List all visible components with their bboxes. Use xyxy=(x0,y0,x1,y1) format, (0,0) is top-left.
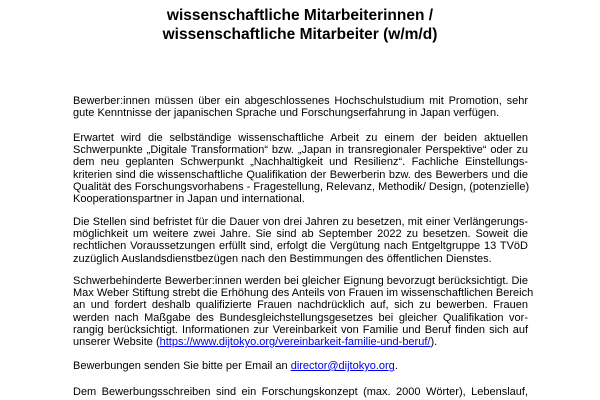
paragraph-requirements xyxy=(73,95,528,119)
title-line-2: wissenschaftliche Mitarbeiter (w/m/d) xyxy=(162,26,438,43)
text-line xyxy=(73,336,528,348)
text-line: Schwerpunkte „Digitale Transformation“ bzw. „Japan in transregionaler Perspektive“ oder zu xyxy=(73,144,528,157)
text-line: kriterien sind die wissenschaftliche Qualifikation der Bewerberin bzw. des Bewerbers und die xyxy=(73,168,528,181)
text-line: Bewerber:innen müssen über ein abgeschlossenes Hochschulstudium mit Promotion, sehr xyxy=(73,95,528,107)
text-fragment: Bewerbungen senden Sie bitte per Email an xyxy=(73,360,291,372)
text-line xyxy=(73,360,528,372)
text-line: Dem Bewerbungsschreiben sind ein Forschungskonzept (max. 2000 Wörter), Lebenslauf, xyxy=(73,386,528,398)
text-line: gute Kenntnisse der japanischen Sprache und Forschungserfahrung in Japan verfügen. xyxy=(73,107,500,120)
paragraph-contract-terms xyxy=(73,216,528,265)
text-line: Kooperationspartner in Japan und international. xyxy=(73,193,305,206)
paragraph-research-focus xyxy=(73,132,528,205)
text-fragment: ). xyxy=(430,336,438,349)
text-line: an und fordert deshalb qualifizierte Frauen nachdrücklich auf, sich zu bewerben. Frauen xyxy=(73,299,528,312)
director-email-link[interactable]: director@dijtokyo.org xyxy=(290,360,395,372)
text-line: möglichkeit um weitere zwei Jahre. Sie sind ab September 2022 zu besetzen. Soweit die xyxy=(73,228,528,241)
text-fragment: . xyxy=(394,360,398,372)
text-line: rangig berücksichtigt. Informationen zur Vereinbarkeit von Familie und Beruf finden sich auf xyxy=(73,323,528,336)
paragraph-equal-opportunity xyxy=(73,275,534,349)
text-line: Max Weber Stiftung strebt die Erhöhung des Anteils von Frauen im wissenschaftlichen Bereich xyxy=(73,287,534,300)
paragraph-application-email xyxy=(73,360,528,372)
title-line-1: wissenschaftliche Mitarbeiterinnen / xyxy=(166,7,434,24)
text-fragment: unserer Website ( xyxy=(73,336,160,349)
text-line: rechtlichen Voraussetzungen erfüllt sind, erfolgt die Vergütung nach Entgeltgruppe 13 TVöD xyxy=(73,240,528,253)
text-line: Erwartet wird die selbständige wissenschaftliche Arbeit zu einem der beiden aktuellen xyxy=(73,132,528,144)
text-line: Die Stellen sind befristet für die Dauer von drei Jahren zu besetzen, mit einer Verlängerungs- xyxy=(73,216,528,228)
page-title xyxy=(0,6,600,44)
text-line: Schwerbehinderte Bewerber:innen werden bei gleicher Eignung bevorzugt berücksichtigt. Die xyxy=(73,275,528,287)
text-line: werden nach Maßgabe des Bundesgleichstellungsgesetzes bei gleicher Qualifikation vor- xyxy=(73,311,528,324)
paragraph-application-documents xyxy=(73,386,528,398)
text-line: dem neu geplanten Schwerpunkt „Nachhaltigkeit und Resilienz“. Fachliche Einstellungs- xyxy=(73,156,528,169)
family-career-link[interactable]: https://www.dijtokyo.org/vereinbarkeit-familie-und-beruf/ xyxy=(159,336,431,349)
text-line: Qualität des Forschungsvorhabens - Fragestellung, Relevanz, Methodik/ Design, (potenzielle) xyxy=(73,180,530,193)
text-line: zuzüglich Auslandsdienstbezügen nach den Bestimmungen des öffentlichen Dienstes. xyxy=(73,252,492,265)
